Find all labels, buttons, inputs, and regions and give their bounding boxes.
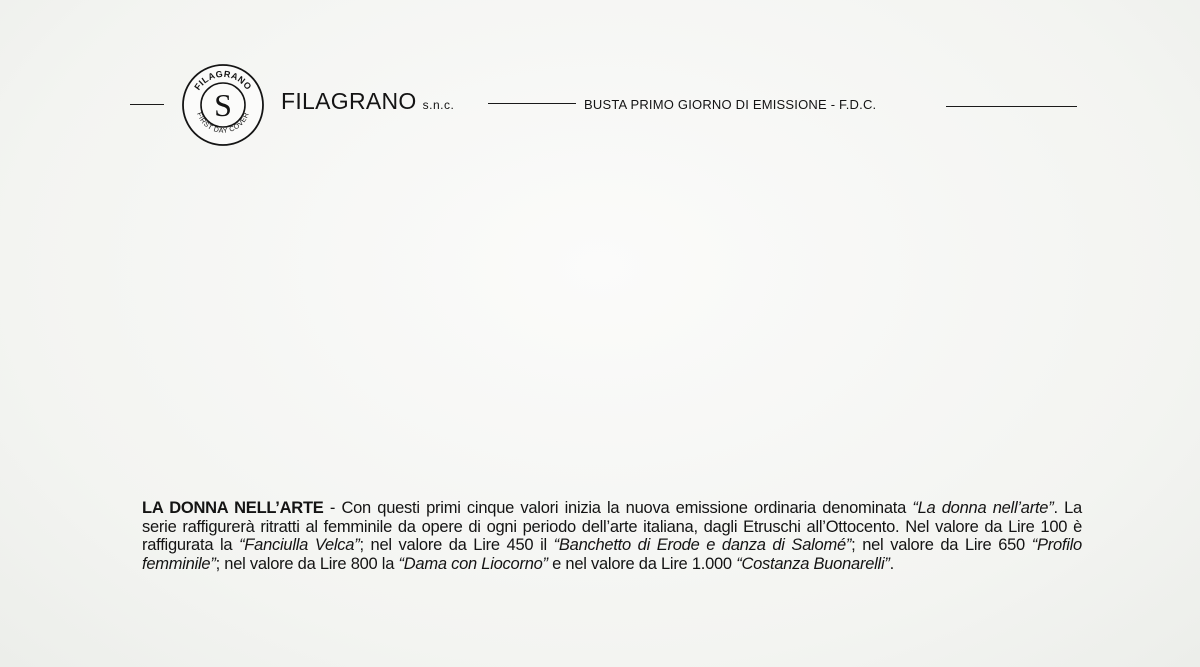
- brand-name: [281, 88, 454, 115]
- description-separator: -: [323, 499, 342, 517]
- header-rule-middle: [488, 103, 576, 104]
- header-rule-left: [130, 104, 164, 105]
- work-title: “Banchetto di Erode e danza di Salomé”: [553, 536, 852, 555]
- work-title: “Costanza Buonarelli”: [736, 554, 890, 573]
- description-paragraph: [142, 499, 1082, 573]
- description-part: ; nel valore da Lire 800 la: [215, 554, 399, 573]
- work-title: “Profilo femminile”: [142, 536, 1082, 573]
- filagrano-logo: [181, 63, 265, 147]
- cover-title: BUSTA PRIMO GIORNO DI EMISSIONE - F.D.C.: [584, 97, 877, 112]
- logo-text-bottom: FIRST DAY COVER: [195, 111, 251, 135]
- series-name: “La donna nell’arte”: [912, 499, 1054, 517]
- header-rule-right: [946, 106, 1077, 107]
- description-part: .: [889, 554, 894, 573]
- description-part: ; nel valore da Lire 650: [851, 536, 1032, 555]
- description-part: e nel valore da Lire 1.000: [547, 554, 737, 573]
- logo-text-top: FILAGRANO: [192, 68, 254, 92]
- logo-letter: S: [214, 87, 232, 123]
- description-title: LA DONNA NELL’ARTE: [142, 499, 324, 517]
- description-part: . La serie raffigurerà ritratti al femminile da opere di ogni periodo dell’arte italiana, dagli Etruschi all’Ottocento. Nel valore da Lire 100 è raffigurata la: [142, 499, 1082, 555]
- work-title: “Dama con Liocorno”: [398, 554, 548, 573]
- brand-name-text: FILAGRANO: [281, 88, 417, 114]
- work-title: “Fanciulla Velca”: [239, 536, 360, 555]
- brand-suffix: s.n.c.: [422, 98, 455, 112]
- description-part: ; nel valore da Lire 450 il: [359, 536, 554, 555]
- description-part: Con questi primi cinque valori inizia la nuova emissione ordinaria denominata: [341, 499, 913, 517]
